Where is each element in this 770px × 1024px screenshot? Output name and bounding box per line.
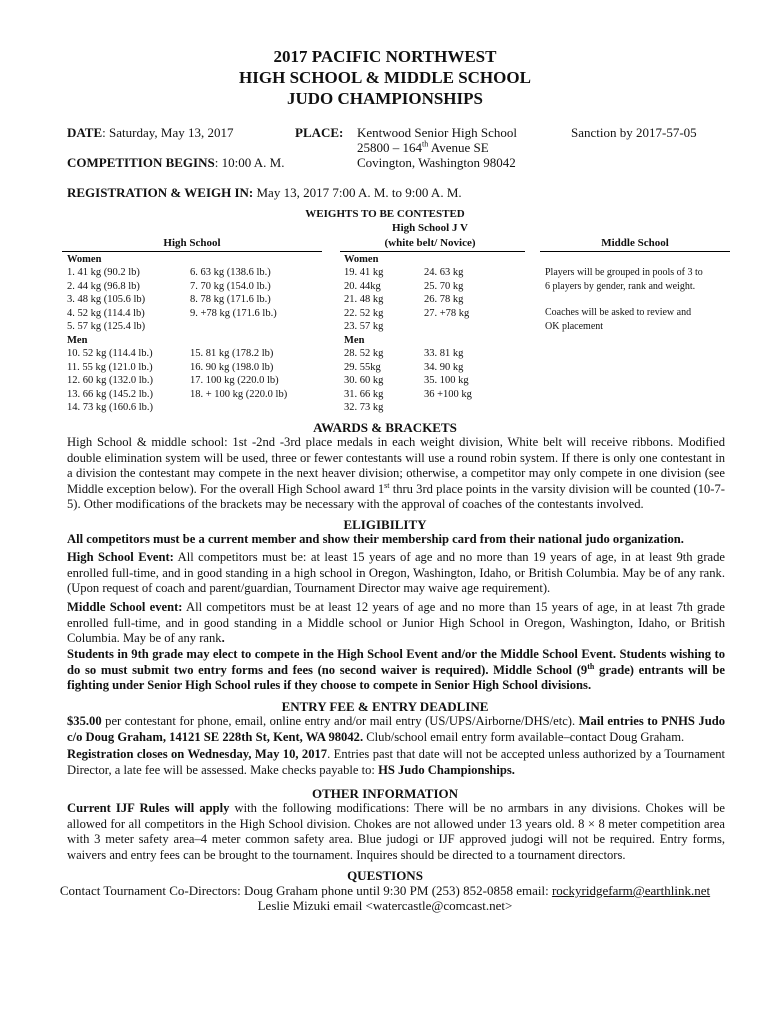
entry-mail-text: Club/school email entry form available–contact Doug Graham. (363, 729, 685, 744)
list-item: 31. 66 kg (344, 388, 384, 400)
list-item: 19. 41 kg (344, 267, 384, 278)
registration-line (67, 185, 462, 200)
awards-heading: AWARDS & BRACKETS (313, 420, 457, 435)
list-item: 28. 52 kg (344, 348, 384, 359)
ms-event-text: All competitors must be at least 12 years of age and no more than 15 years of age, in at least 7th grade enrolled full-time, and in good standing in a Middle school or Junior High School in Oregon, Washington, Idaho, or British Columbia. May be of any rank (67, 600, 725, 646)
grade9-text-b: grade) entrants will be fighting under Senior High School rules if they choose to compete in Senior High School divisions. (67, 662, 725, 693)
list-item: 6. 63 kg (138.6 lb.) (190, 267, 271, 278)
awards-text-a: High School & middle school: 1st -2nd -3rd place medals in each weight division, White belt will receive ribbons. Modified double elimination system will be used, three or fewer contestants will use a round robin system. If there is only one contestant in a division the contestant may compete in the next heaver division; otherwise, a competitor may only compete in one division (see Middle exception below). For the overall High School award 1 (67, 435, 725, 496)
list-item: 35. 100 kg (424, 375, 469, 386)
ijf-rules-text: with the following modifications: There will be no armbars in any divisions. Chokes will be allowed for all competitors in the High School division. Chokes are not allowed under 13 years old. 8 × 8 meter competition area with 3 meter safety area–4 meter common safety area. Blue judogi or IJF approved judogi will not be required. Entry forms, waivers and entry fees can be brought to the tournament. Inquires should be directed to a tournament directors. (67, 801, 726, 862)
ms-note-1-line-1: Players will be grouped in pools of 3 to (545, 267, 703, 278)
hs-men-col-1 (67, 347, 153, 415)
title-line-1: 2017 PACIFIC NORTHWEST (273, 47, 497, 66)
ms-header: Middle School (601, 237, 669, 249)
hs-header-rule (62, 251, 322, 252)
grade9-text-a: Students in 9th grade may elect to compete in the High School Event and/or the Middle School Event. Students wishing to do so must submit two entry forms and fees (no second waiver is required). Middle School (9 (67, 647, 725, 677)
list-item: 10. 52 kg (114.4 lb.) (67, 348, 153, 359)
entry-mail-address: Mail entries to PNHS Judo c/o Doug Graham, 14121 SE 228th St, Kent, WA 98042. (67, 714, 725, 744)
list-item: 26. 78 kg (424, 294, 464, 305)
awards-text-b: thru 3rd place points in the varsity division will be counted (10-7-5). Other modifications of the brackets may be necessary with the approval of coaches of the contestants involved. (67, 481, 725, 512)
registration-close-paragraph (67, 747, 725, 778)
entry-fee-text: per contestant for phone, email, online entry and/or mail entry (US/UPS/Airborne/DHS/etc). (101, 714, 579, 728)
date-line (67, 125, 233, 140)
ms-header-rule (540, 251, 730, 252)
jv-men-col-2 (424, 347, 472, 401)
questions-line-2: Leslie Mizuki email <watercastle@comcast.net> (257, 898, 513, 913)
list-item: 5. 57 kg (125.4 lb) (67, 321, 146, 332)
place-line-2-sup: th (422, 139, 429, 149)
list-item: 16. 90 kg (198.0 lb) (190, 361, 274, 373)
list-item: 3. 48 kg (105.6 lb) (67, 294, 146, 305)
competition-begins (67, 155, 284, 170)
list-item: 4. 52 kg (114.4 lb) (67, 307, 145, 319)
other-heading: OTHER INFORMATION (311, 786, 458, 801)
jv-header-rule (340, 251, 525, 252)
list-item: 18. + 100 kg (220.0 lb) (190, 388, 288, 400)
jv-men-col-1 (344, 347, 383, 415)
hs-event-label: High School Event: (67, 550, 174, 564)
list-item: 22. 52 kg (344, 307, 384, 319)
ms-note-2 (545, 306, 691, 333)
list-item: 14. 73 kg (160.6 lb.) (67, 402, 154, 413)
list-item: 15. 81 kg (178.2 lb) (190, 348, 274, 359)
list-item: 9. +78 kg (171.6 lb.) (190, 307, 277, 319)
list-item: 30. 60 kg (344, 375, 384, 386)
list-item: 20. 44kg (344, 280, 381, 292)
place-label: PLACE: (295, 125, 344, 140)
list-item: 24. 63 kg (424, 267, 464, 278)
eligibility-heading: ELIGIBILITY (343, 517, 427, 532)
hs-header: High School (163, 237, 221, 249)
jv-women-label: Women (344, 254, 379, 265)
begins-value: : 10:00 A. M. (214, 155, 285, 170)
list-item: 13. 66 kg (145.2 lb.) (67, 388, 154, 400)
jv-header-2: (white belt/ Novice) (384, 237, 476, 249)
registration-value: May 13, 2017 7:00 A. M. to 9:00 A. M. (253, 185, 462, 200)
place-line-2-b: Avenue SE (428, 140, 489, 155)
jv-women-col-2 (424, 266, 469, 320)
place-line-1: Kentwood Senior High School (357, 125, 517, 140)
title-line-3: JUDO CHAMPIONSHIPS (287, 89, 483, 108)
eligibility-bold-line: All competitors must be a current member and show their membership card from their national judo organization. (67, 532, 684, 546)
checks-payable-to: HS Judo Championships. (378, 762, 515, 777)
questions-contact-text: Contact Tournament Co-Directors: Doug Graham phone until 9:30 PM (253) 852-0858 email: (59, 883, 552, 898)
weights-heading: WEIGHTS TO BE CONTESTED (305, 208, 465, 220)
questions-heading: QUESTIONS (347, 868, 423, 883)
registration-close-text: . Entries past that date will not be accepted unless authorized by a Tournament Director, a late fee will be assessed. Make checks payable to: (67, 747, 725, 777)
list-item: 27. +78 kg (424, 307, 470, 319)
registration-label: REGISTRATION & WEIGH IN: (67, 185, 254, 200)
list-item: 32. 73 kg (344, 402, 384, 413)
list-item: 1. 41 kg (90.2 lb) (67, 267, 140, 278)
entry-fee-paragraph (67, 714, 725, 745)
ms-note-2-line-2: OK placement (545, 320, 604, 332)
ms-event-paragraph (67, 600, 725, 647)
list-item: 7. 70 kg (154.0 lb.) (190, 280, 271, 292)
hs-men-col-2 (190, 347, 287, 401)
ijf-rules-label: Current IJF Rules will apply (67, 801, 230, 815)
questions-line-1 (0, 883, 770, 898)
list-item: 36 +100 kg (424, 388, 472, 400)
list-item: 34. 90 kg (424, 361, 464, 373)
list-item: 8. 78 kg (171.6 lb.) (190, 294, 271, 305)
registration-close-date: Registration closes on Wednesday, May 10, 2017 (67, 747, 328, 761)
hs-women-label: Women (67, 254, 102, 265)
sanction: Sanction by 2017-57-05 (571, 125, 697, 140)
date-value: : Saturday, May 13, 2017 (102, 125, 234, 140)
list-item: 12. 60 kg (132.0 lb.) (67, 375, 154, 386)
list-item: 2. 44 kg (96.8 lb) (67, 280, 140, 292)
place-line-2-a: 25800 – 164 (357, 140, 422, 155)
jv-header-1: High School J V (392, 222, 468, 234)
jv-men-label: Men (344, 335, 365, 346)
hs-event-text: All competitors must be: at least 15 years of age and no more than 19 years of age, in at least 9th grade enrolled full-time, and in good standing in a high school in Oregon, Washington, Idaho, or British Columbia. May be of any rank. (Upon request of coach and parent/guardian, Tournament Director may waive age requirement). (67, 550, 725, 596)
list-item: 21. 48 kg (344, 294, 384, 305)
email-link-doug-graham[interactable]: rockyridgefarm@earthlink.net (551, 883, 711, 898)
hs-women-col-2 (190, 266, 277, 320)
ms-note-2-line-1: Coaches will be asked to review and (545, 307, 692, 318)
hs-women-col-1 (67, 266, 145, 334)
list-item: 29. 55kg (344, 361, 381, 373)
title-line-2: HIGH SCHOOL & MIDDLE SCHOOL (239, 68, 531, 87)
list-item: 11. 55 kg (121.0 lb.) (67, 361, 153, 373)
awards-text-sup: st (384, 480, 390, 490)
list-item: 17. 100 kg (220.0 lb) (190, 375, 279, 386)
ms-event-label: Middle School event: (67, 600, 183, 614)
date-label: DATE (67, 125, 103, 140)
list-item: 33. 81 kg (424, 348, 464, 359)
entry-heading: ENTRY FEE & ENTRY DEADLINE (281, 699, 489, 714)
list-item: 25. 70 kg (424, 280, 464, 292)
awards-text (67, 435, 725, 513)
jv-women-col-1 (344, 266, 383, 334)
grade9-sup: th (587, 661, 595, 671)
ms-note-1 (545, 266, 703, 293)
grade9-paragraph (67, 647, 725, 694)
place-line-3: Covington, Washington 98042 (357, 155, 516, 170)
ms-event-dot: . (221, 631, 225, 646)
list-item: 23. 57 kg (344, 321, 384, 332)
hs-men-label: Men (67, 335, 88, 346)
entry-fee-amount: $35.00 (67, 714, 102, 728)
other-paragraph (67, 801, 725, 863)
place-line-2 (357, 140, 489, 155)
begins-label: COMPETITION BEGINS (67, 155, 215, 170)
hs-event-paragraph (67, 550, 725, 597)
ms-note-1-line-2: 6 players by gender, rank and weight. (545, 280, 696, 292)
